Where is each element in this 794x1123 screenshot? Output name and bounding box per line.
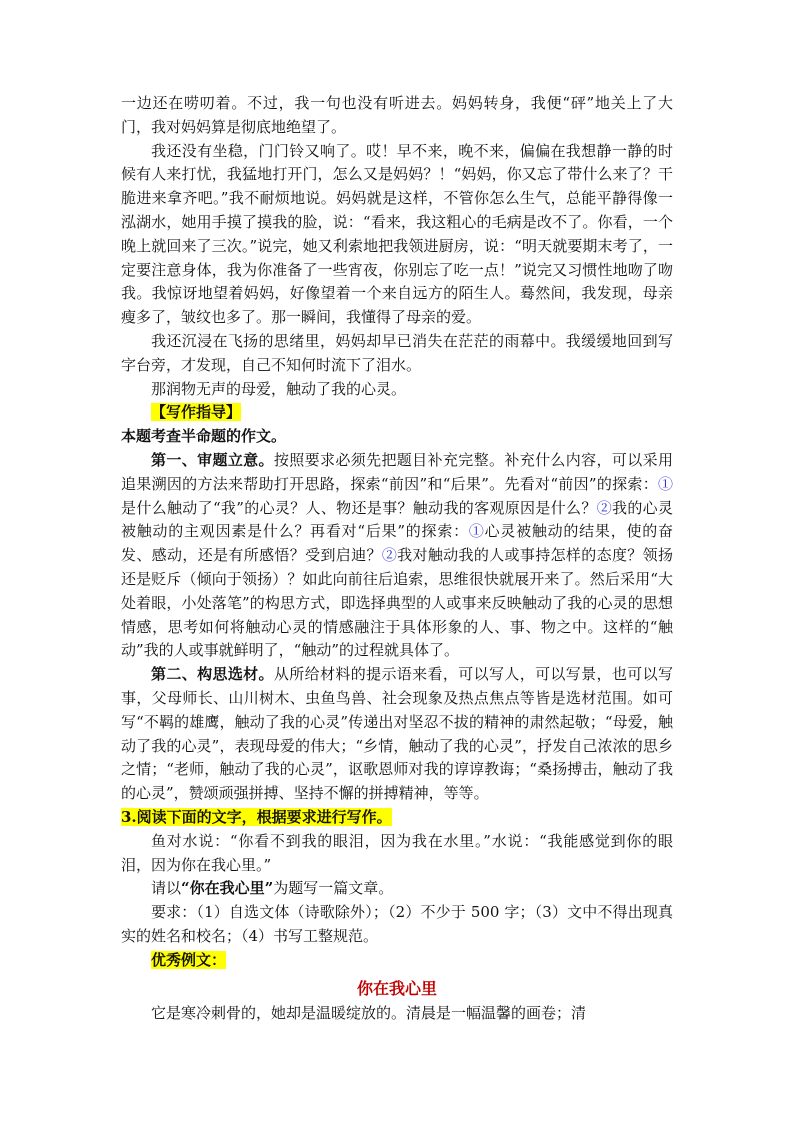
essay1-paragraph-3: 我还沉浸在飞扬的思绪里，妈妈却早已消失在茫茫的雨幕中。我缓缓地回到写字台旁，才发现，自己不知何时流下了泪水。 <box>121 331 673 374</box>
guide-section-1 <box>121 449 673 663</box>
section-2-heading: 第二、构思选材。 <box>151 665 274 684</box>
guide-heading-line <box>121 401 673 425</box>
section-1-text-c: 我的心灵被触动的主观因素是什么？再看对“后果”的探索： <box>121 498 673 541</box>
question-3-material: 鱼对水说：“你看不到我的眼泪，因为我在水里。”水说：“我能感觉到你的眼泪，因为你在我心里。” <box>121 831 673 874</box>
guide-heading: 【写作指导】 <box>151 403 242 422</box>
question-3-heading-line <box>121 806 673 830</box>
circled-number-2: ② <box>596 498 613 517</box>
question-3-prompt <box>121 877 673 901</box>
section-1-text-d: 心灵被触动的结果，使的奋发、感动，还是有所感悟？受到启迪？ <box>121 522 673 565</box>
essay1-paragraph-4: 那润物无声的母爱，触动了我的心灵。 <box>151 379 407 398</box>
prompt-text-a: 请以 <box>151 879 182 898</box>
section-2-text: 从所给材料的提示语来看，可以写人，可以写景，也可以写事，父母师长、山川树木、虫鱼鸟兽、社会现象及热点焦点等皆是选材范围。如可写“不羁的雄鹰，触动了我的心灵”传递出对坚忍不拔的精神的肃然起敬；“母爱，触动了我的心灵”，表现母爱的伟大；“乡情，触动了我的心灵”，抒发自己浓浓的思乡之情；“老师，触动了我的心灵”，讴歌恩师对我的谆谆教诲；“桑扬搏击，触动了我的心灵”，赞颂顽强拼搏、坚持不懈的拼搏精神，等等。 <box>121 665 673 803</box>
question-3-heading: 3.阅读下面的文字，根据要求进行写作。 <box>121 807 392 826</box>
prompt-title: “你在我心里” <box>181 879 274 898</box>
circled-number-4: ② <box>381 546 398 565</box>
essay2-title: 你在我心里 <box>356 979 437 999</box>
section-1-text-b: 是什么触动了“我”的心灵？人、物还是事？触动我的客观原因是什么？ <box>121 498 597 517</box>
guide-topic: 本题考查半命题的作文。 <box>121 427 287 446</box>
example-label: 优秀例文： <box>151 950 227 969</box>
prompt-text-b: 为题写一篇文章。 <box>273 879 394 898</box>
essay1-paragraph-1: 一边还在唠叨着。不过，我一句也没有听进去。妈妈转身，我便“砰”地关上了大门，我对妈妈算是彻底地绝望了。 <box>121 94 673 136</box>
question-3-requirements: 要求：（1）自选文体（诗歌除外）；（2）不少于 500 字；（3）文中不得出现真实的姓名和校名；（4）书写工整规范。 <box>121 903 673 945</box>
circled-number-3: ① <box>468 522 485 541</box>
section-1-text-a: 按照要求必须先把题目补充完整。补充什么内容，可以采用追果溯因的方法来帮助打开思路，探索“前因”和“后果”。先看对“前因”的探索： <box>121 450 673 493</box>
section-1-heading: 第一、审题立意。 <box>151 450 274 469</box>
document-content <box>121 92 673 1026</box>
essay2-paragraph-1: 它是寒冷刺骨的，她却是温暖绽放的。清晨是一幅温馨的画卷；清 <box>151 1004 587 1023</box>
example-label-line <box>121 949 673 973</box>
circled-number-1: ① <box>657 474 673 493</box>
guide-section-2 <box>121 663 673 806</box>
essay1-paragraph-2: 我还没有坐稳，门门铃又响了。哎！早不来，晚不来，偏偏在我想静一静的时候有人来打忧，我猛地打开门，怎么又是妈妈？！“妈妈，你又忘了带什么来了？干脆进来拿齐吧。”我不耐烦地说。妈妈就是这样，不管你怎么生气，总能平静得像一泓湖水，她用手摸了摸我的脸，说：“看来，我这粗心的毛病是改不了。你看，一个晚上就回来了三次。”说完，她又利索地把我领进厨房，说：“明天就要期末考了，一定要注意身体，我为你准备了一些宵夜，你别忘了吃一点！”说完又习惯性地吻了吻我。我惊讶地望着妈妈，好像望着一个来自远方的陌生人。蓦然间，我发现，母亲瘦多了，皱纹也多了。那一瞬间，我懂得了母亲的爱。 <box>121 141 673 327</box>
section-1-text-e: 我对触动我的人或事持怎样的态度？领扬还是贬斥（倾向于领扬）？如此向前往后追索，思维很快就展开来了。然后采用“大处着眼，小处落笔”的构思方式，即选择典型的人或事来反映触动了我的心灵的思想情感，思考如何将触动心灵的情感融注于具体形象的人、事、物之中。这样的“触动”我的人或事就鲜明了，“触动”的过程就具体了。 <box>121 546 673 660</box>
